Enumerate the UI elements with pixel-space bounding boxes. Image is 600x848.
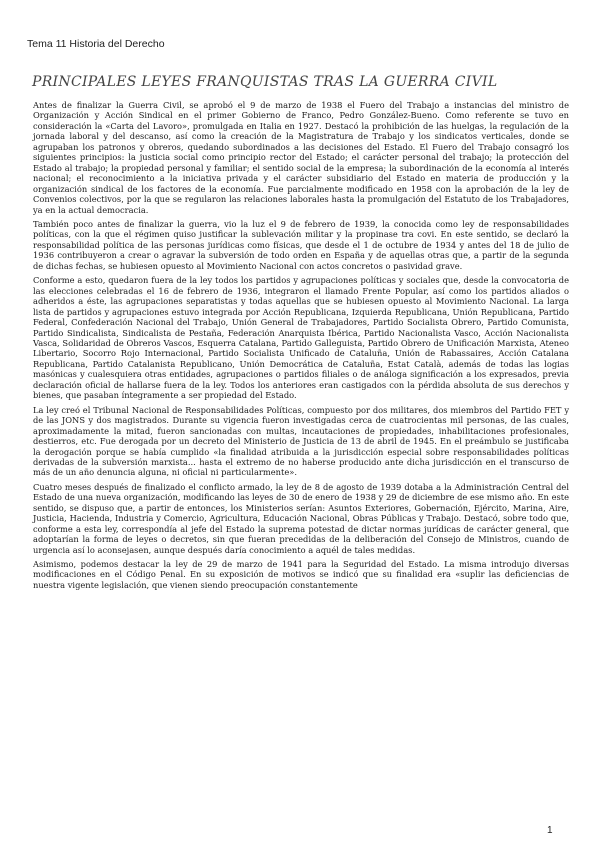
running-header: Tema 11 Historia del Derecho bbox=[27, 38, 165, 50]
document-title: PRINCIPALES LEYES FRANQUISTAS TRAS LA GUERRA CIVIL bbox=[32, 74, 498, 90]
paragraph: La ley creó el Tribunal Nacional de Responsabilidades Políticas, compuesto por dos militares, dos miembros del Partido FET y de las JONS y dos magistrados. Durante su vigencia fueron investigadas cerca de cuatrocientas mil personas, de las cuales, aproximadamente la mitad, fueron sancionadas con multas, incautaciones de propiedades, inhabilitaciones profesionales, destierros, etc. Fue derogada por un decreto del Ministerio de Justicia de 13 de abril de 1945. En el preámbulo se justificaba la derogación porque se había cumplido «la finalidad atribuida a la jurisdicción especial sobre responsabilidades políticas derivadas de la subversión marxista... hasta el extremo de no haberse producido ante dicha jurisdicción en el transcurso de más de un año denuncia alguna, ni oficial ni particularmente». bbox=[33, 404, 569, 478]
page-number: 1 bbox=[547, 825, 553, 836]
paragraph: Cuatro meses después de finalizado el conflicto armado, la ley de 8 de agosto de 1939 dotaba a la Administración Central del Estado de una nueva organización, modificando las leyes de 30 de enero de 1938 y 29 de diciembre de ese mismo año. En este sentido, se dispuso que, a partir de entonces, los Ministerios serían: Asuntos Exteriores, Gobernación, Ejército, Marina, Aire, Justicia, Hacienda, Industria y Comercio, Agricultura, Educación Nacional, Obras Públicas y Trabajo. Destacó, sobre todo que, conforme a esta ley, correspondía al jefe del Estado la suprema potestad de dictar normas jurídicas de carácter general, que adoptarían la forma de leyes o decretos, sin que fueran precedidas de la deliberación del Consejo de Ministros, cuando de urgencia así lo aconsejasen, aunque después daría conocimiento a aquél de tales medidas. bbox=[33, 481, 569, 555]
paragraph: Conforme a esto, quedaron fuera de la ley todos los partidos y agrupaciones políticas y sociales que, desde la convocatoria de las elecciones celebradas el 16 de febrero de 1936, integraron el llamado Frente Popular, así como los partidos aliados o adheridos a éste, las agrupaciones separatistas y todas aquellas que se hubiesen opuesto al Movimiento Nacional. La larga lista de partidos y agrupaciones estuvo integrada por Acción Republicana, Izquierda Republicana, Unión Republicana, Partido Federal, Confederación Nacional del Trabajo, Unión General de Trabajadores, Partido Socialista Obrero, Partido Comunista, Partido Sindicalista, Sindicalista de Pestaña, Federación Anarquista Ibérica, Partido Nacionalista Vasco, Acción Nacionalista Vasca, Solidaridad de Obreros Vascos, Esquerra Catalana, Partido Galleguista, Partido Obrero de Unificación Marxista, Ateneo Libertario, Socorro Rojo Internacional, Partido Socialista Unificado de Cataluña, Unión de Rabassaires, Acción Catalana Republicana, Partido Catalanista Republicano, Unión Democrática de Cataluña, Estat Català, además de todas las logias masónicas y cualesquiera otras entidades, agrupaciones o partidos filiales o de análoga significación a los expresados, previa declaración oficial de hallarse fuera de la ley. Todos los anteriores eran castigados con la pérdida absoluta de sus derechos y bienes, que pasaban íntegramente a ser propiedad del Estado. bbox=[33, 275, 569, 401]
document-body bbox=[33, 100, 569, 594]
paragraph: Asimismo, podemos destacar la ley de 29 de marzo de 1941 para la Seguridad del Estado. La misma introdujo diversas modificaciones en el Código Penal. En su exposición de motivos se indicó que su finalidad era «suplir las deficiencias de nuestra vigente legislación, que vienen siendo preocupación constantemente bbox=[33, 559, 569, 590]
paragraph: También poco antes de finalizar la guerra, vio la luz el 9 de febrero de 1939, la conocida como ley de responsabilidades políticas, con la que el régimen quiso justificar la sublevación militar y la propinase tra covi. En este sentido, se declaró la responsabilidad política de las personas jurídicas como físicas, que desde el 1 de octubre de 1934 y antes del 18 de julio de 1936 contribuyeron a crear o agravar la subversión de todo orden en España y de aquellas otras que, a partir de la segunda de dichas fechas, se hubiesen opuesto al Movimiento Nacional con actos concretos o pasividad grave. bbox=[33, 218, 569, 271]
paragraph: Antes de finalizar la Guerra Civil, se aprobó el 9 de marzo de 1938 el Fuero del Trabajo a instancias del ministro de Organización y Acción Sindical en el primer Gobierno de Franco, Pedro González-Bueno. Como referente se tuvo en consideración la «Carta del Lavoro», promulgada en Italia en 1927. Destacó la prohibición de las huelgas, la regulación de la jornada laboral y del descanso, así como la creación de la Magistratura de Trabajo y los sindicatos verticales, donde se agrupaban los patronos y obreros, quedando subordinados a las decisiones del Estado. El Fuero del Trabajo consagró los siguientes principios: la justicia social como principio rector del Estado; el carácter personal del trabajo; la protección del Estado al trabajo; la propiedad personal y familiar; el sentido social de la empresa; la subordinación de la economía al interés nacional; el reconocimiento a la iniciativa privada y el carácter subsidiario del Estado en materia de producción y la organización sindical de los factores de la economía. Fue parcialmente modificado en 1958 con la aprobación de la ley de Convenios colectivos, por la que se regularon las relaciones laborales hasta la promulgación del Estatuto de los Trabajadores, ya en la actual democracia. bbox=[33, 100, 569, 215]
